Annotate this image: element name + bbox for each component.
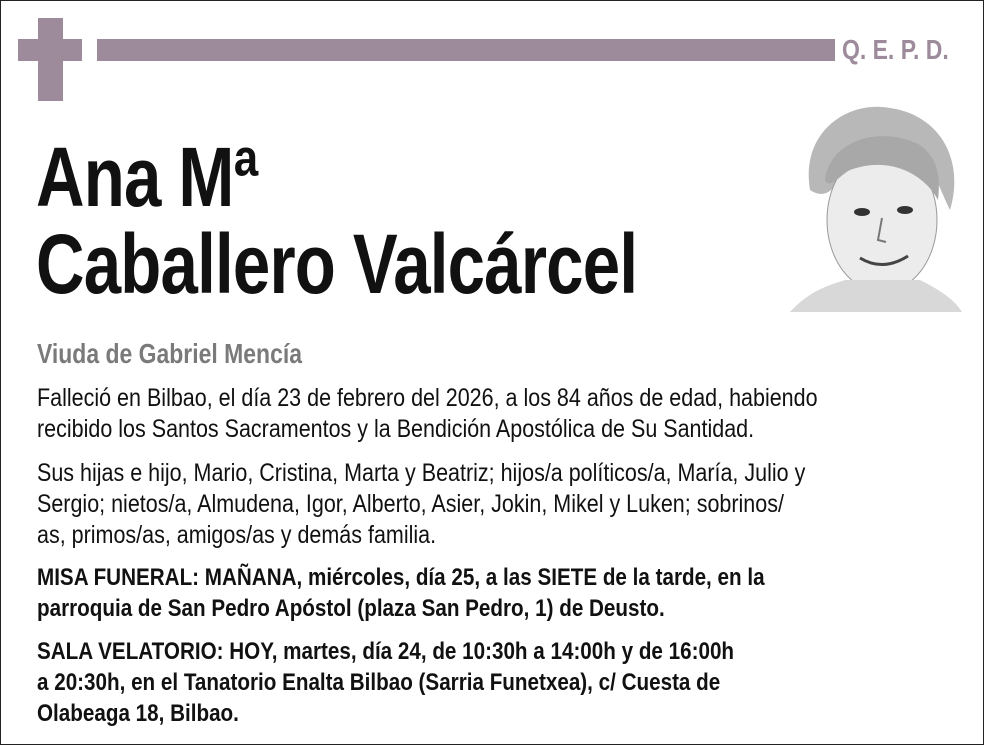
funeral-info	[37, 562, 765, 624]
wake-info	[37, 636, 734, 729]
text-line: SALA VELATORIO: HOY, martes, día 24, de 10:30h a 14:00h y de 16:00h	[37, 638, 735, 665]
text-line: recibido los Santos Sacramentos y la Bendición Apostólica de Su Santidad.	[37, 415, 755, 443]
qepd-label: Q. E. P. D.	[842, 34, 949, 65]
text-line: MISA FUNERAL: MAÑANA, miércoles, día 25, a las SIETE de la tarde, en la	[37, 564, 765, 591]
text-line: parroquia de San Pedro Apóstol (plaza San Pedro, 1) de Deusto.	[37, 595, 665, 622]
text-line: Sus hijas e hijo, Mario, Cristina, Marta y Beatriz; hijos/a políticos/a, María, Julio y	[37, 459, 806, 487]
text-line: Olabeaga 18, Bilbao.	[37, 700, 239, 727]
name-line-1: Ana Mª	[36, 130, 258, 224]
death-notice	[37, 383, 818, 445]
text-line: Falleció en Bilbao, el día 23 de febrero del 2026, a los 84 años de edad, habiendo	[37, 384, 818, 412]
name-line-2: Caballero Valcárcel	[36, 217, 638, 311]
portrait-photo	[790, 100, 962, 312]
text-line: Sergio; nietos/a, Almudena, Igor, Alberto, Asier, Jokin, Mikel y Luken; sobrinos/	[37, 490, 784, 518]
subtitle: Viuda de Gabriel Mencía	[37, 338, 302, 369]
header-bar	[97, 39, 835, 61]
cross-icon-arm	[18, 39, 82, 61]
family-list	[37, 458, 805, 551]
text-line: as, primos/as, amigos/as y demás familia.	[37, 521, 437, 549]
text-line: a 20:30h, en el Tanatorio Enalta Bilbao (Sarria Funetxea), c/ Cuesta de	[37, 669, 721, 696]
